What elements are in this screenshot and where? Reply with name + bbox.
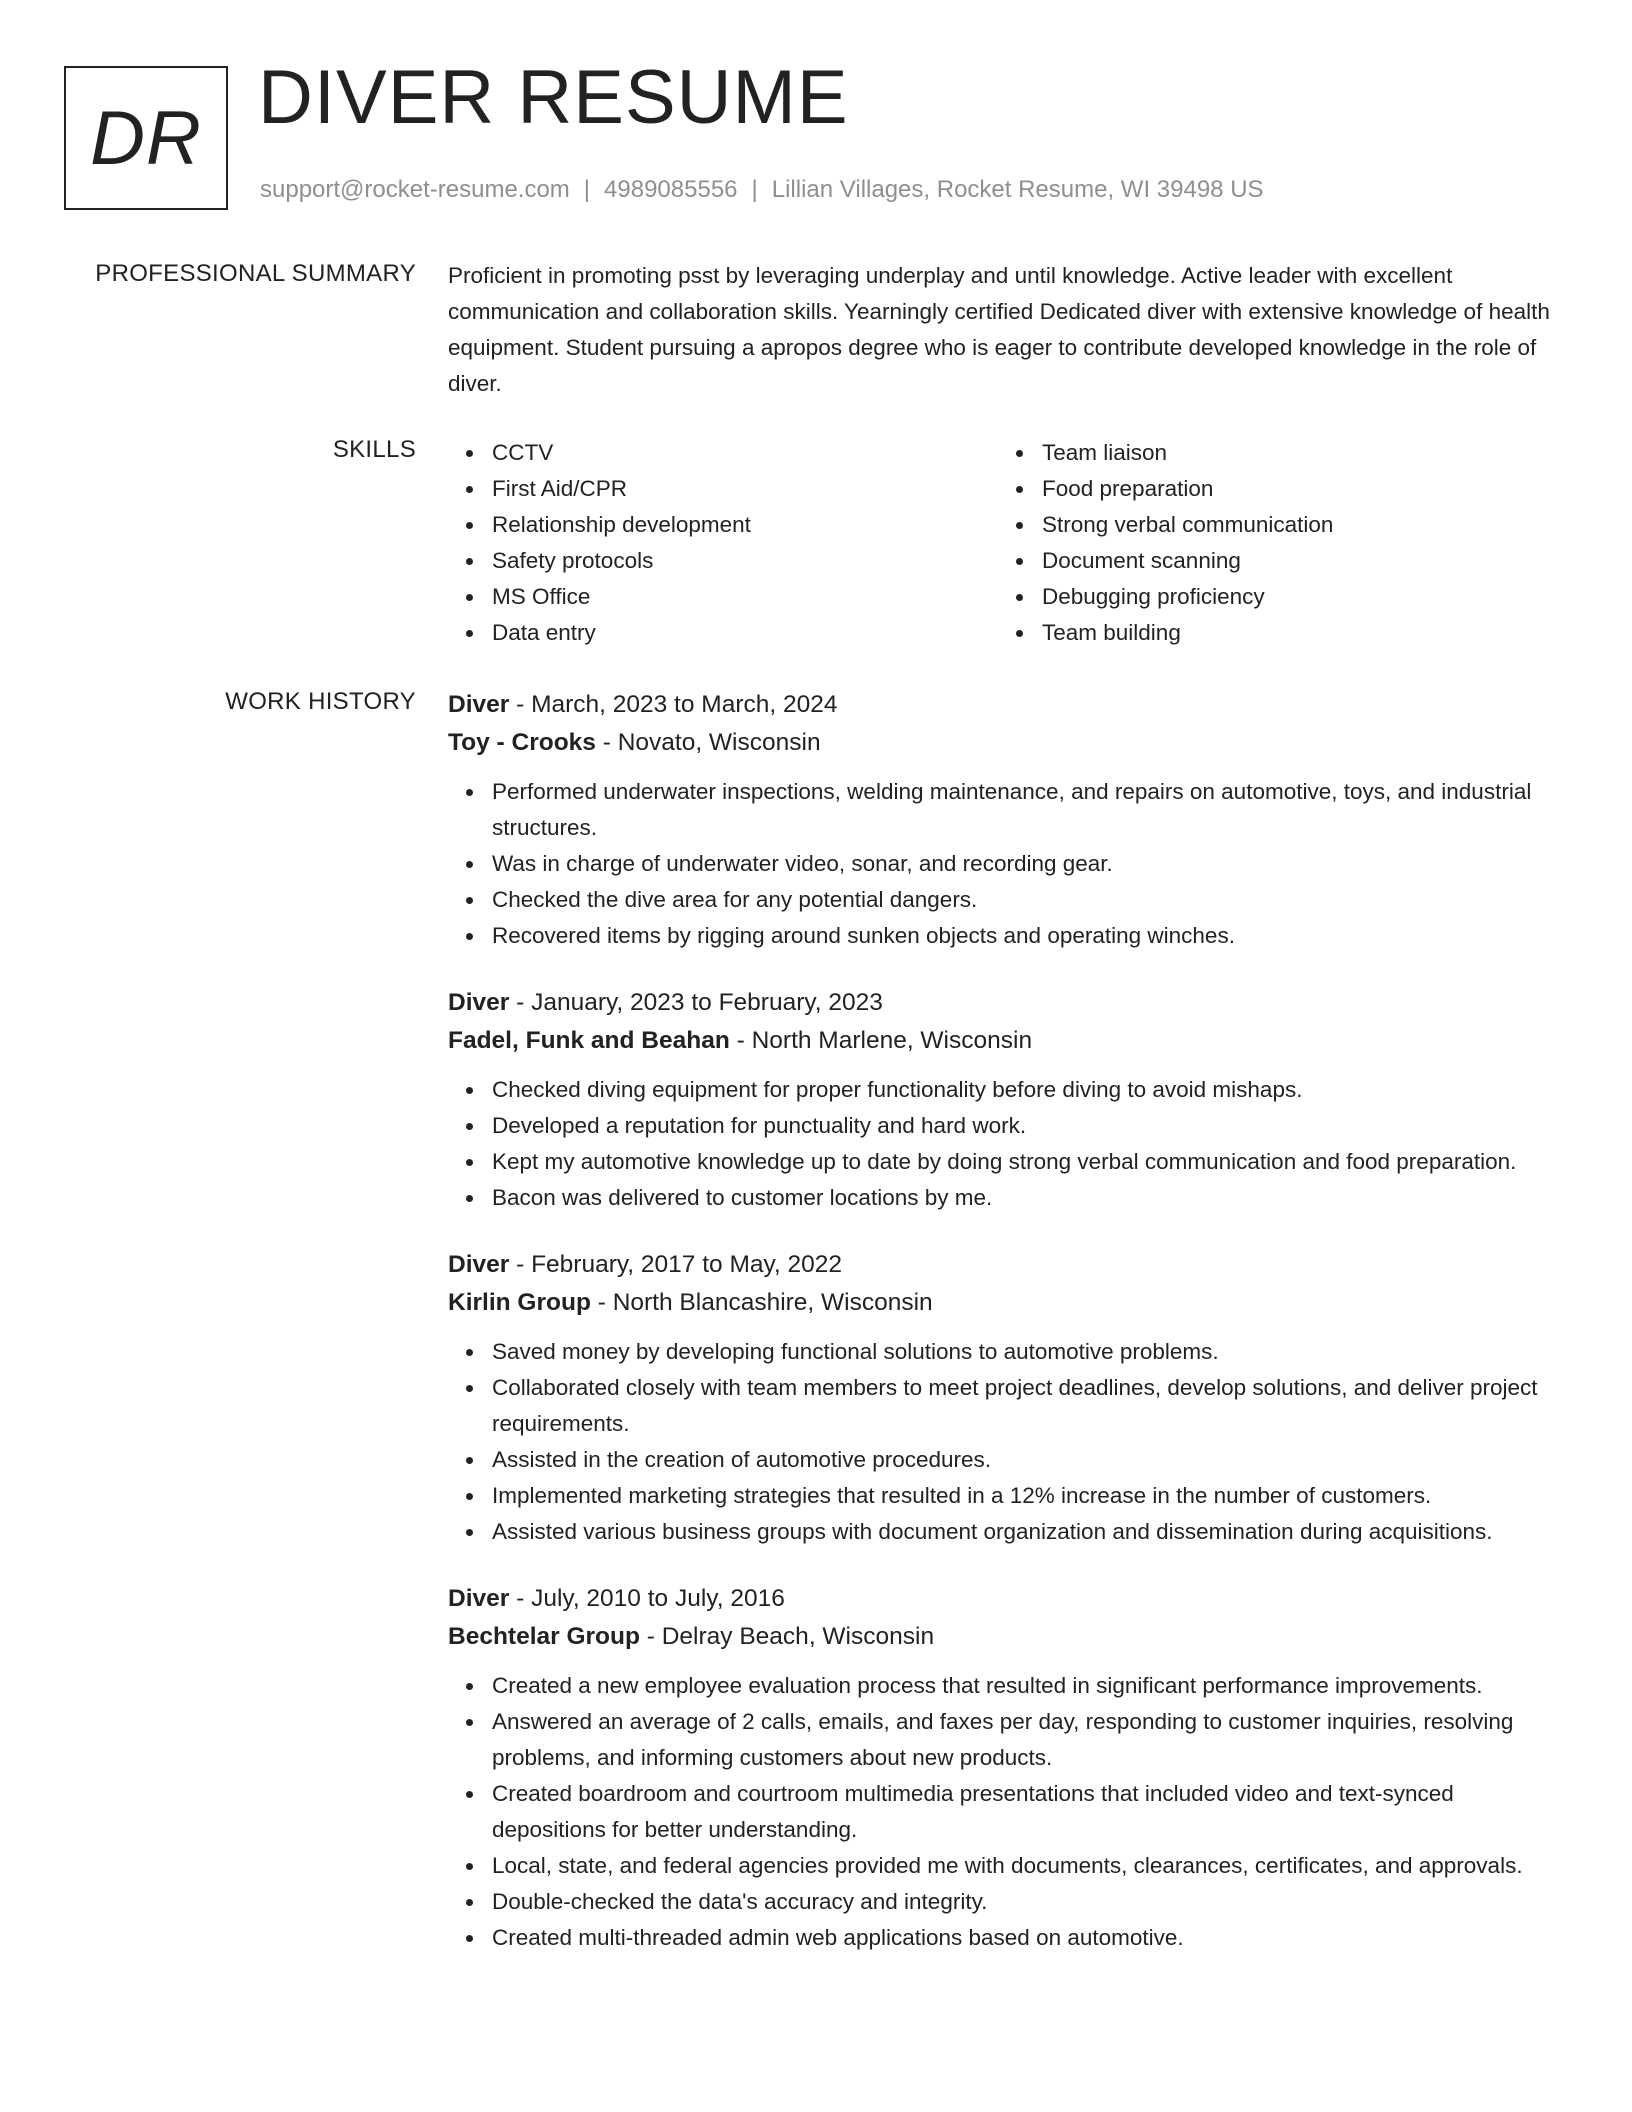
job-bullet: Assisted in the creation of automotive procedures. [448,1442,1568,1478]
job-title: Diver [448,691,510,718]
work-history-list [448,686,1568,1986]
monogram-initials: DR [90,95,202,181]
job-bullet: Checked the dive area for any potential dangers. [448,882,1568,918]
job-bullet: Created boardroom and courtroom multimedia presentations that included video and text-synced depositions for better understanding. [448,1776,1568,1848]
job-location: - Novato, Wisconsin [595,729,821,756]
contact-email[interactable]: support@rocket-resume.com [260,176,570,203]
job-dates: - February, 2017 to May, 2022 [509,1251,843,1278]
skill-item: Strong verbal communication [998,507,1548,543]
job-title-line [448,1246,1568,1284]
skill-item: First Aid/CPR [448,471,998,507]
job-bullet: Recovered items by rigging around sunken objects and operating winches. [448,918,1568,954]
summary-heading: PROFESSIONAL SUMMARY [95,260,416,287]
job-entry [448,984,1568,1216]
job-bullet: Created multi-threaded admin web applications based on automotive. [448,1920,1568,1956]
job-bullets [448,1668,1568,1956]
job-company-line [448,724,1568,762]
skill-item: Team liaison [998,435,1548,471]
job-bullets [448,1334,1568,1550]
contact-separator: | [583,176,591,203]
job-company-line [448,1284,1568,1322]
job-location: - North Blancashire, Wisconsin [590,1289,933,1316]
job-title: Diver [448,989,510,1016]
job-dates: - July, 2010 to July, 2016 [509,1585,785,1612]
job-dates: - January, 2023 to February, 2023 [509,989,883,1016]
skill-item: Safety protocols [448,543,998,579]
skill-item: Debugging proficiency [998,579,1548,615]
job-bullet: Answered an average of 2 calls, emails, and faxes per day, responding to customer inquiries, resolving problems, and informing customers about new products. [448,1704,1568,1776]
monogram-box [64,66,228,210]
contact-phone[interactable]: 4989085556 [604,176,738,203]
contact-line [260,176,1264,204]
skills-column-left [448,435,998,651]
job-title-line [448,1580,1568,1618]
job-bullets [448,1072,1568,1216]
job-company: Fadel, Funk and Beahan [448,1027,730,1054]
job-bullet: Double-checked the data's accuracy and integrity. [448,1884,1568,1920]
job-bullet: Saved money by developing functional solutions to automotive problems. [448,1334,1568,1370]
job-entry [448,1246,1568,1550]
job-title: Diver [448,1585,510,1612]
job-bullet: Implemented marketing strategies that resulted in a 12% increase in the number of customers. [448,1478,1568,1514]
job-company: Kirlin Group [448,1289,591,1316]
job-bullet: Local, state, and federal agencies provided me with documents, clearances, certificates, and approvals. [448,1848,1568,1884]
skill-item: Relationship development [448,507,998,543]
contact-address: Lillian Villages, Rocket Resume, WI 39498 US [771,176,1264,203]
job-title-line [448,686,1568,724]
skill-item: Food preparation [998,471,1548,507]
job-bullet: Was in charge of underwater video, sonar, and recording gear. [448,846,1568,882]
skill-item: Data entry [448,615,998,651]
job-location: - North Marlene, Wisconsin [729,1027,1033,1054]
job-company-line [448,1618,1568,1656]
job-bullet: Assisted various business groups with document organization and dissemination during acquisitions. [448,1514,1568,1550]
skill-item: Document scanning [998,543,1548,579]
job-dates: - March, 2023 to March, 2024 [509,691,838,718]
job-bullet: Collaborated closely with team members to meet project deadlines, develop solutions, and deliver project requirements. [448,1370,1568,1442]
job-company: Toy - Crooks [448,729,596,756]
job-company-line [448,1022,1568,1060]
job-bullet: Developed a reputation for punctuality and hard work. [448,1108,1568,1144]
skill-item: Team building [998,615,1548,651]
job-bullet: Created a new employee evaluation process that resulted in significant performance improvements. [448,1668,1568,1704]
job-entry [448,1580,1568,1956]
skills-heading: SKILLS [332,436,416,463]
resume-title: DIVER RESUME [258,55,849,140]
job-entry [448,686,1568,954]
job-bullet: Bacon was delivered to customer locations by me. [448,1180,1568,1216]
skill-item: CCTV [448,435,998,471]
skill-item: MS Office [448,579,998,615]
job-company: Bechtelar Group [448,1623,640,1650]
work-history-heading: WORK HISTORY [225,688,416,715]
job-bullet: Performed underwater inspections, welding maintenance, and repairs on automotive, toys, and industrial structures. [448,774,1568,846]
job-bullet: Checked diving equipment for proper functionality before diving to avoid mishaps. [448,1072,1568,1108]
summary-text: Proficient in promoting psst by leveraging underplay and until knowledge. Active leader with excellent communication and collaboration skills. Yearningly certified Dedicated diver with extensive knowledge of health equipment. Student pursuing a apropos degree who is eager to contribute developed knowledge in the role of diver. [448,263,1550,396]
contact-separator: | [751,176,758,203]
job-bullets [448,774,1568,954]
job-title-line [448,984,1568,1022]
job-title: Diver [448,1251,510,1278]
job-bullet: Kept my automotive knowledge up to date by doing strong verbal communication and food preparation. [448,1144,1568,1180]
skills-column-right [998,435,1548,651]
job-location: - Delray Beach, Wisconsin [639,1623,935,1650]
skills-list [448,435,1568,651]
